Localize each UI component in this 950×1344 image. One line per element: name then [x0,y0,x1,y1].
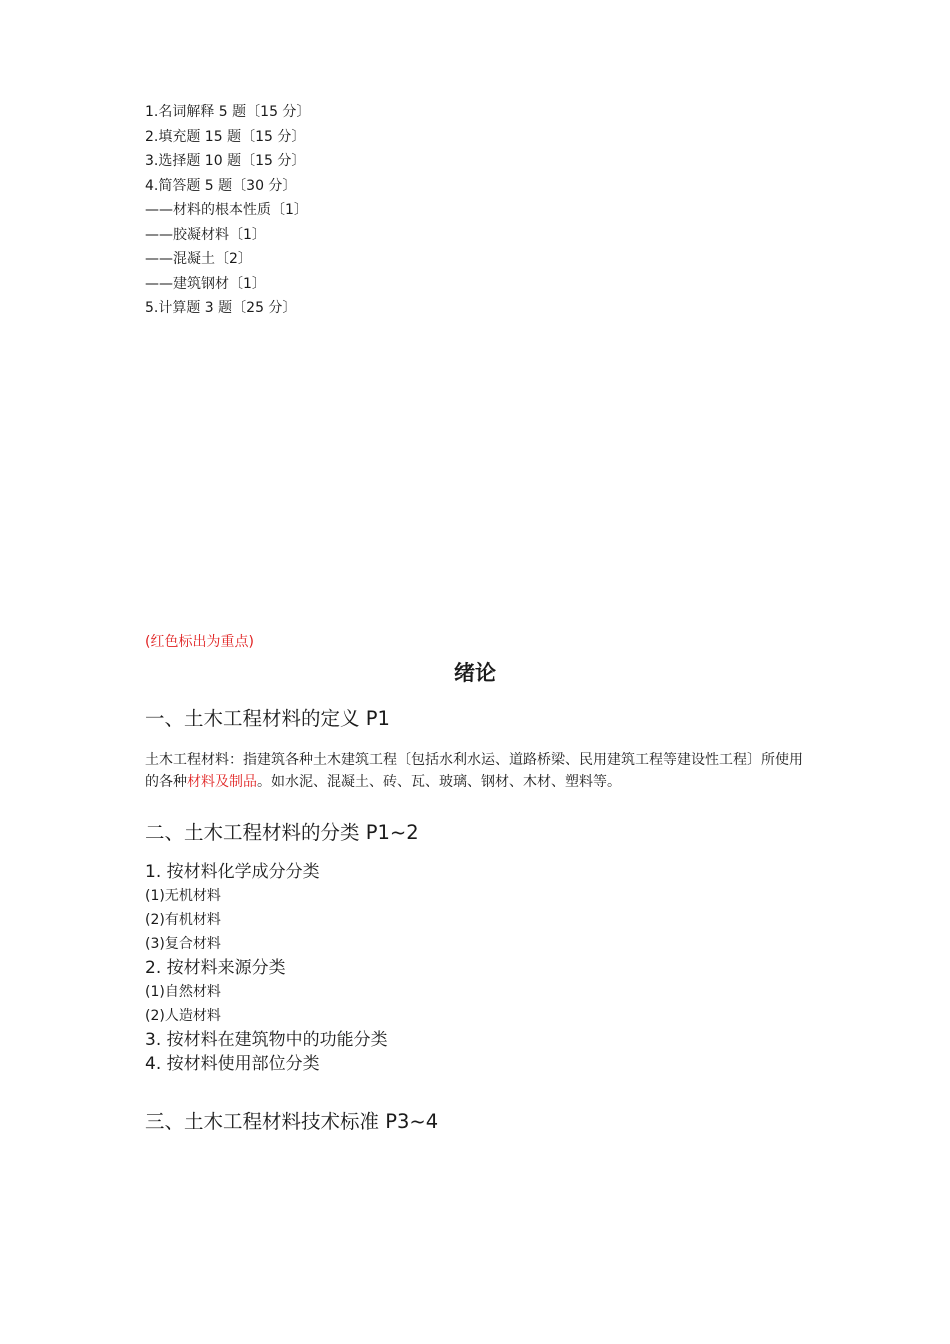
section3-heading: 三、土木工程材料技术标准 P3~4 [145,1110,439,1133]
exam-item-terms: 1.名词解释 5 题〔15 分〕 [145,104,311,120]
classification-source: 2. 按材料来源分类 [145,958,286,978]
classification-location: 4. 按材料使用部位分类 [145,1054,320,1074]
exam-item-calculation: 5.计算题 3 题〔25 分〕 [145,300,297,316]
section2-heading: 二、土木工程材料的分类 P1~2 [145,821,419,844]
list-item: (1)自然材料 [145,984,221,1000]
exam-item-short-answer: 4.简答题 5 题〔30 分〕 [145,177,297,194]
classification-chemical: 1. 按材料化学成分分类 [145,862,320,882]
section1-heading: 一、土木工程材料的定义 P1 [145,707,390,730]
exam-item-fill: 2.填充题 15 题〔15 分〕 [145,128,306,145]
exam-subitem-binders: ——胶凝材料〔1〕 [145,226,266,243]
list-item: (1)无机材料 [145,888,221,904]
exam-structure-list [145,100,310,321]
page-title: 绪论 [454,661,496,685]
list-item: (2)有机材料 [145,912,221,928]
exam-item-choice: 3.选择题 10 题〔15 分〕 [145,153,306,169]
list-item: (2)人造材料 [145,1008,221,1024]
definition-highlight: 材料及制品 [187,774,257,790]
definition-text-start: 土木工程材料：指建筑各种土木建筑工程〔包括水利水运、道路桥梁、民用建筑工程等建设性工程〕所使用的各种 [145,752,803,790]
exam-subitem-steel: ——建筑钢材〔1〕 [145,275,266,292]
exam-subitem-concrete: ——混凝土〔2〕 [145,251,252,267]
exam-subitem-basic-properties: ——材料的根本性质〔1〕 [145,202,308,218]
classification-function: 3. 按材料在建筑物中的功能分类 [145,1030,388,1050]
classification-list [145,860,388,1076]
highlight-note: (红色标出为重点) [145,634,254,650]
definition-text-end: 。如水泥、混凝土、砖、瓦、玻璃、钢材、木材、塑料等。 [257,774,621,790]
section1-body [145,749,815,793]
list-item: (3)复合材料 [145,936,221,952]
